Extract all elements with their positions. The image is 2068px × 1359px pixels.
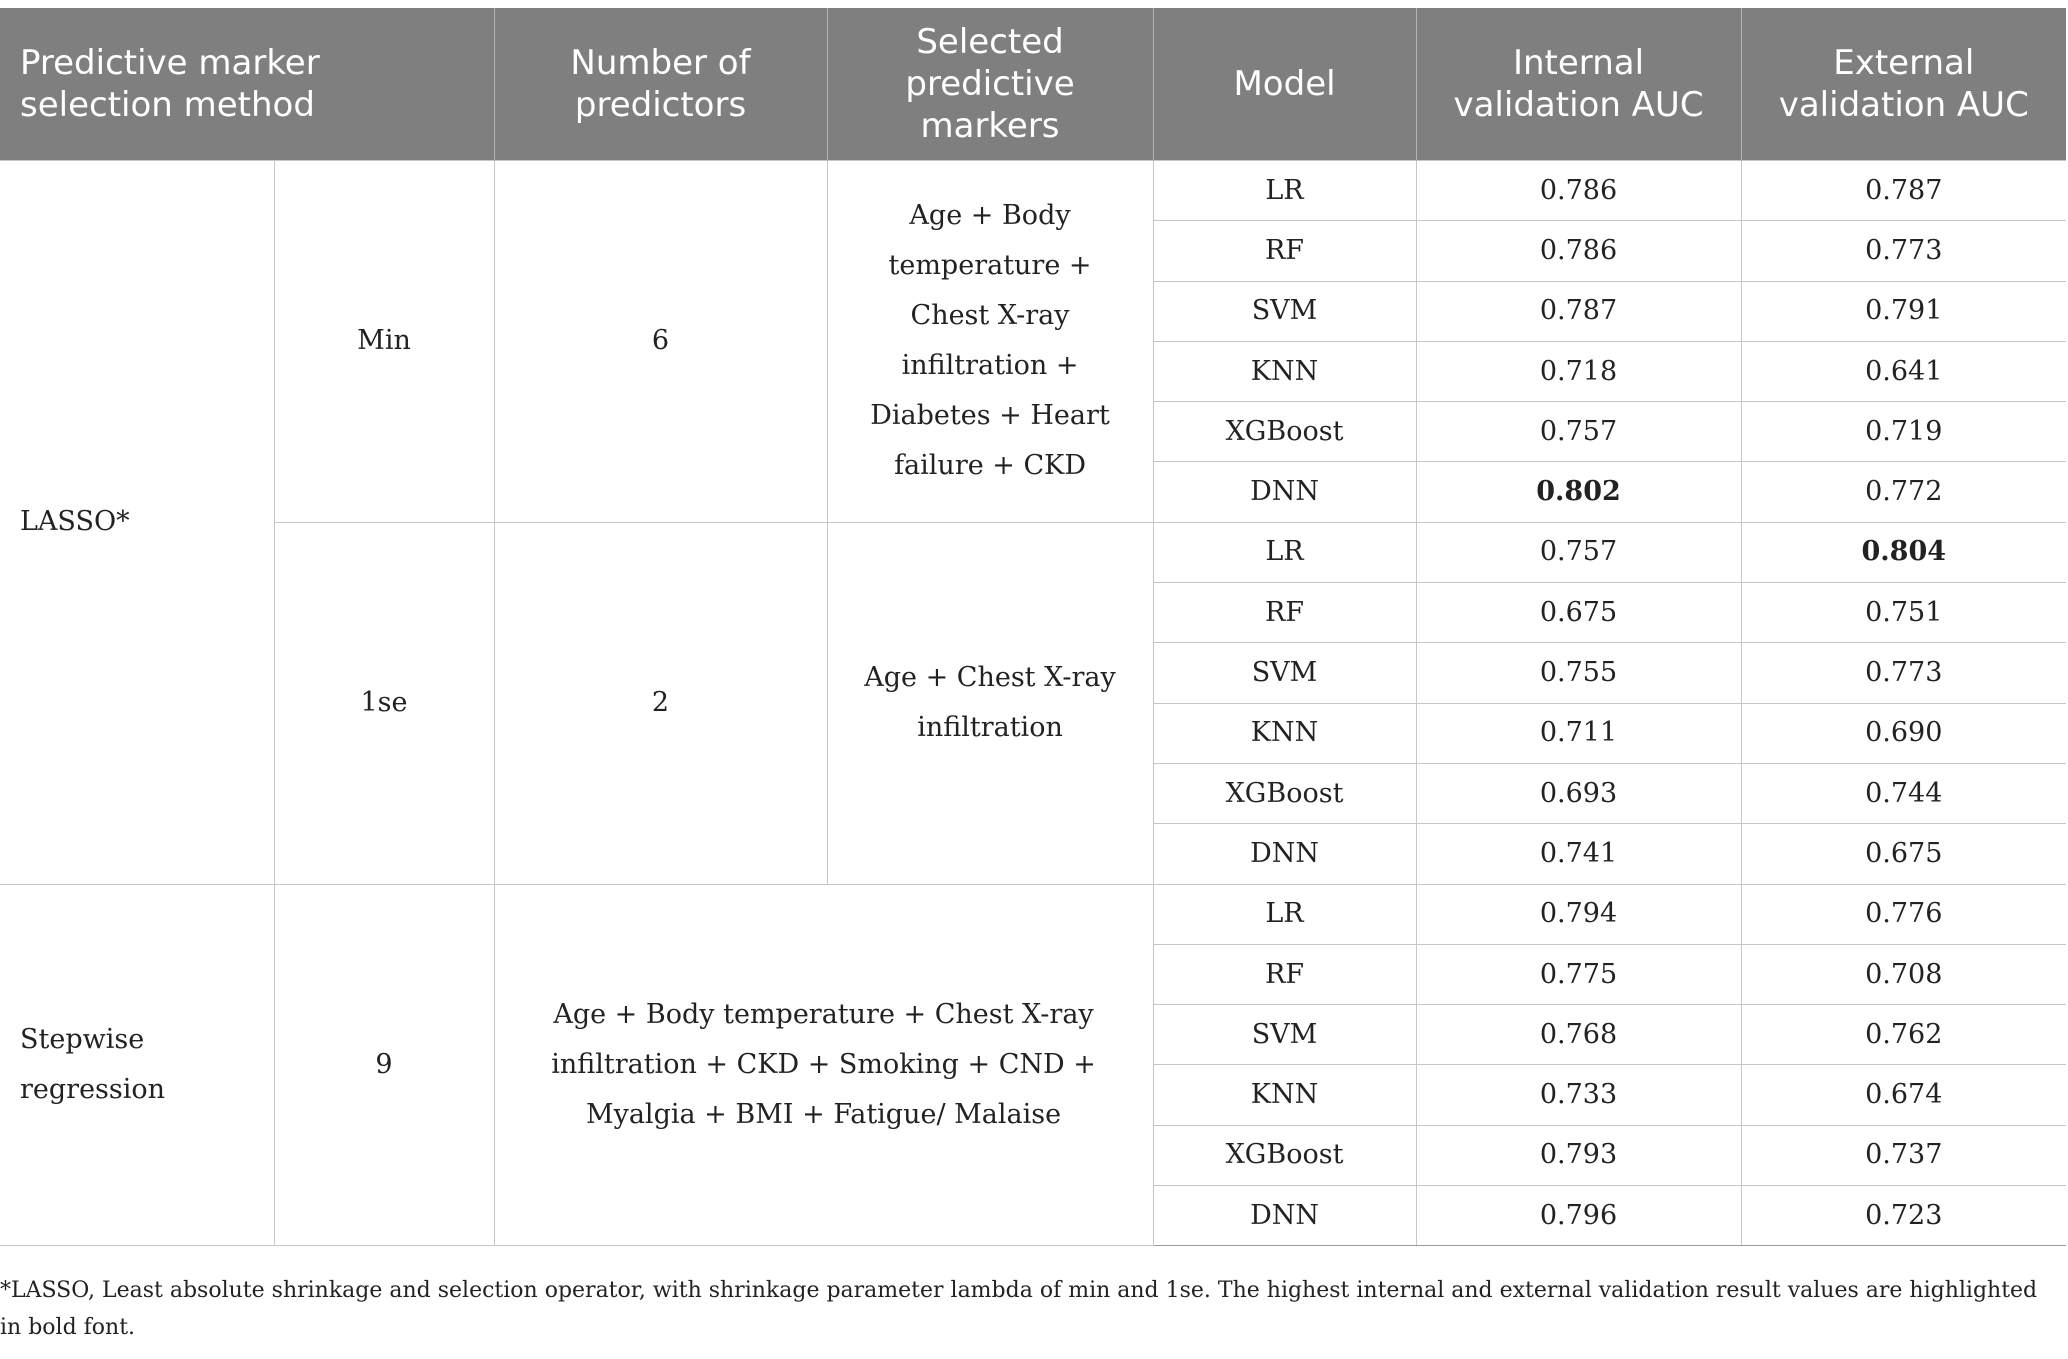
- external-auc-cell-highest: 0.804: [1741, 522, 2066, 582]
- model-cell: LR: [1153, 884, 1416, 944]
- model-cell: LR: [1153, 522, 1416, 582]
- external-auc-cell: 0.772: [1741, 462, 2066, 522]
- table-row: [0, 161, 2066, 221]
- header-external-auc: External validation AUC: [1741, 8, 2066, 161]
- auc-results-table: [0, 8, 2066, 1246]
- num-predictors-cell: 9: [274, 884, 494, 1246]
- header-num-predictors: Number of predictors: [494, 8, 827, 161]
- internal-auc-cell: 0.718: [1416, 341, 1741, 401]
- results-table-container: [0, 8, 2066, 1246]
- internal-auc-cell: 0.768: [1416, 1005, 1741, 1065]
- model-cell: DNN: [1153, 1186, 1416, 1246]
- model-cell: XGBoost: [1153, 402, 1416, 462]
- model-cell: RF: [1153, 944, 1416, 1004]
- header-selected-markers: Selected predictive markers: [827, 8, 1153, 161]
- model-cell: RF: [1153, 583, 1416, 643]
- table-row: [0, 522, 2066, 582]
- external-auc-cell: 0.737: [1741, 1125, 2066, 1185]
- internal-auc-cell-highest: 0.802: [1416, 462, 1741, 522]
- internal-auc-cell: 0.796: [1416, 1186, 1741, 1246]
- internal-auc-cell: 0.793: [1416, 1125, 1741, 1185]
- external-auc-cell: 0.762: [1741, 1005, 2066, 1065]
- external-auc-cell: 0.723: [1741, 1186, 2066, 1246]
- internal-auc-cell: 0.711: [1416, 703, 1741, 763]
- external-auc-cell: 0.674: [1741, 1065, 2066, 1125]
- method-cell: Stepwise regression: [0, 884, 274, 1246]
- internal-auc-cell: 0.757: [1416, 402, 1741, 462]
- model-cell: XGBoost: [1153, 763, 1416, 823]
- table-footnote: *LASSO, Least absolute shrinkage and selection operator, with shrinkage parameter lambda of min and 1se. The highest internal and external validation result values are highlighted in bold font.: [0, 1278, 2038, 1340]
- model-cell: XGBoost: [1153, 1125, 1416, 1185]
- lambda-cell: Min: [274, 161, 494, 523]
- model-cell: DNN: [1153, 824, 1416, 884]
- internal-auc-cell: 0.675: [1416, 583, 1741, 643]
- internal-auc-cell: 0.775: [1416, 944, 1741, 1004]
- internal-auc-cell: 0.741: [1416, 824, 1741, 884]
- lambda-cell: 1se: [274, 522, 494, 884]
- internal-auc-cell: 0.794: [1416, 884, 1741, 944]
- markers-cell: Age + Body temperature + Chest X-ray infiltration + Diabetes + Heart failure + CKD: [827, 161, 1153, 523]
- model-cell: DNN: [1153, 462, 1416, 522]
- internal-auc-cell: 0.757: [1416, 522, 1741, 582]
- internal-auc-cell: 0.755: [1416, 643, 1741, 703]
- model-cell: RF: [1153, 221, 1416, 281]
- external-auc-cell: 0.690: [1741, 703, 2066, 763]
- header-internal-auc: Internal validation AUC: [1416, 8, 1741, 161]
- internal-auc-cell: 0.787: [1416, 281, 1741, 341]
- markers-cell: Age + Chest X-ray infiltration: [827, 522, 1153, 884]
- external-auc-cell: 0.773: [1741, 643, 2066, 703]
- table-header-row: [0, 8, 2066, 161]
- external-auc-cell: 0.787: [1741, 161, 2066, 221]
- header-model: Model: [1153, 8, 1416, 161]
- internal-auc-cell: 0.733: [1416, 1065, 1741, 1125]
- external-auc-cell: 0.675: [1741, 824, 2066, 884]
- num-predictors-cell: 6: [494, 161, 827, 523]
- external-auc-cell: 0.791: [1741, 281, 2066, 341]
- table-row: [0, 884, 2066, 944]
- external-auc-cell: 0.744: [1741, 763, 2066, 823]
- model-cell: KNN: [1153, 341, 1416, 401]
- markers-cell: Age + Body temperature + Chest X-ray infiltration + CKD + Smoking + CND + Myalgia + BMI + Fatigue/ Malaise: [494, 884, 1153, 1246]
- model-cell: LR: [1153, 161, 1416, 221]
- internal-auc-cell: 0.786: [1416, 161, 1741, 221]
- external-auc-cell: 0.641: [1741, 341, 2066, 401]
- model-cell: KNN: [1153, 703, 1416, 763]
- header-method: Predictive marker selection method: [0, 8, 494, 161]
- external-auc-cell: 0.773: [1741, 221, 2066, 281]
- model-cell: SVM: [1153, 643, 1416, 703]
- external-auc-cell: 0.708: [1741, 944, 2066, 1004]
- external-auc-cell: 0.751: [1741, 583, 2066, 643]
- internal-auc-cell: 0.693: [1416, 763, 1741, 823]
- internal-auc-cell: 0.786: [1416, 221, 1741, 281]
- model-cell: SVM: [1153, 281, 1416, 341]
- model-cell: KNN: [1153, 1065, 1416, 1125]
- external-auc-cell: 0.719: [1741, 402, 2066, 462]
- model-cell: SVM: [1153, 1005, 1416, 1065]
- external-auc-cell: 0.776: [1741, 884, 2066, 944]
- num-predictors-cell: 2: [494, 522, 827, 884]
- method-cell: LASSO*: [0, 161, 274, 885]
